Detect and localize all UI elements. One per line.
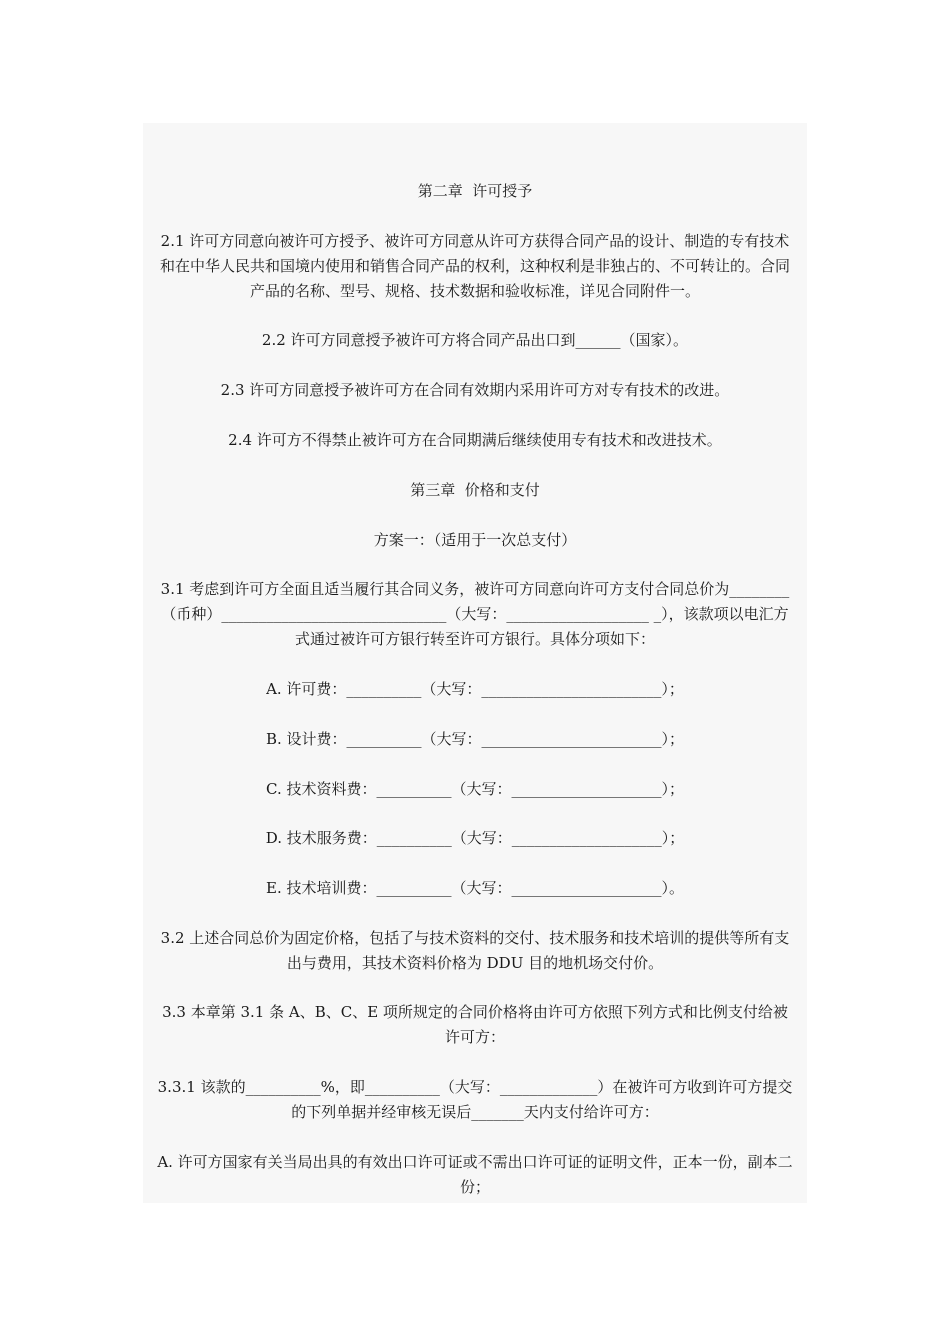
- clause-3-2: 3.2 上述合同总价为固定价格，包括了与技术资料的交付、技术服务和技术培训的提供等所有支出与费用，其技术资料价格为 DDU 目的地机场交付价。: [160, 929, 790, 972]
- clause-3-1: 3.1 考虑到许可方全面且适当履行其合同义务，被许可方同意向许可方支付合同总价为________（币种）______________________________（大写：___________________ _），该款项以电汇方式通过被许可方银行转至许可方银行。具体分项如下：: [160, 580, 790, 648]
- fee-item-e: E. 技术培训费：__________（大写：____________________）。: [266, 879, 684, 897]
- clause-2-2: 2.2 许可方同意授予被许可方将合同产品出口到______（国家）。: [261, 331, 689, 349]
- clause-3-3-1: 3.3.1 该款的__________%，即__________（大写：_____________）在被许可方收到许可方提交的下列单据并经审核无误后_______天内支付给许可方：: [157, 1078, 793, 1121]
- fee-item-a: A. 许可费：__________（大写：________________________）；: [266, 680, 684, 698]
- clause-3-3: 3.3 本章第 3.1 条 A、B、C、E 项所规定的合同价格将由许可方依照下列方式和比例支付给被许可方：: [162, 1003, 788, 1046]
- plan-one-heading: 方案一：（适用于一次总支付）: [373, 531, 577, 549]
- document-item-a: A. 许可方国家有关当局出具的有效出口许可证或不需出口许可证的证明文件，正本一份，副本二份；: [157, 1153, 793, 1196]
- chapter-3-title: 第三章 价格和支付: [410, 481, 540, 499]
- clause-2-1: 2.1 许可方同意向被许可方授予、被许可方同意从许可方获得合同产品的设计、制造的专有技术和在中华人民共和国境内使用和销售合同产品的权利，这种权利是非独占的、不可转让的。合同产品的名称、型号、规格、技术数据和验收标准，详见合同附件一。: [159, 232, 790, 300]
- document-page: [143, 123, 807, 1203]
- chapter-2-title: 第二章 许可授予: [417, 182, 533, 200]
- fee-item-c: C. 技术资料费：__________（大写：____________________）；: [266, 780, 684, 798]
- clause-2-4: 2.4 许可方不得禁止被许可方在合同期满后继续使用专有技术和改进技术。: [228, 431, 722, 449]
- fee-item-d: D. 技术服务费：__________（大写：____________________）；: [265, 829, 685, 847]
- fee-item-b: B. 设计费：__________（大写：________________________）；: [265, 730, 685, 748]
- clause-2-3: 2.3 许可方同意授予被许可方在合同有效期内采用许可方对专有技术的改进。: [220, 381, 730, 399]
